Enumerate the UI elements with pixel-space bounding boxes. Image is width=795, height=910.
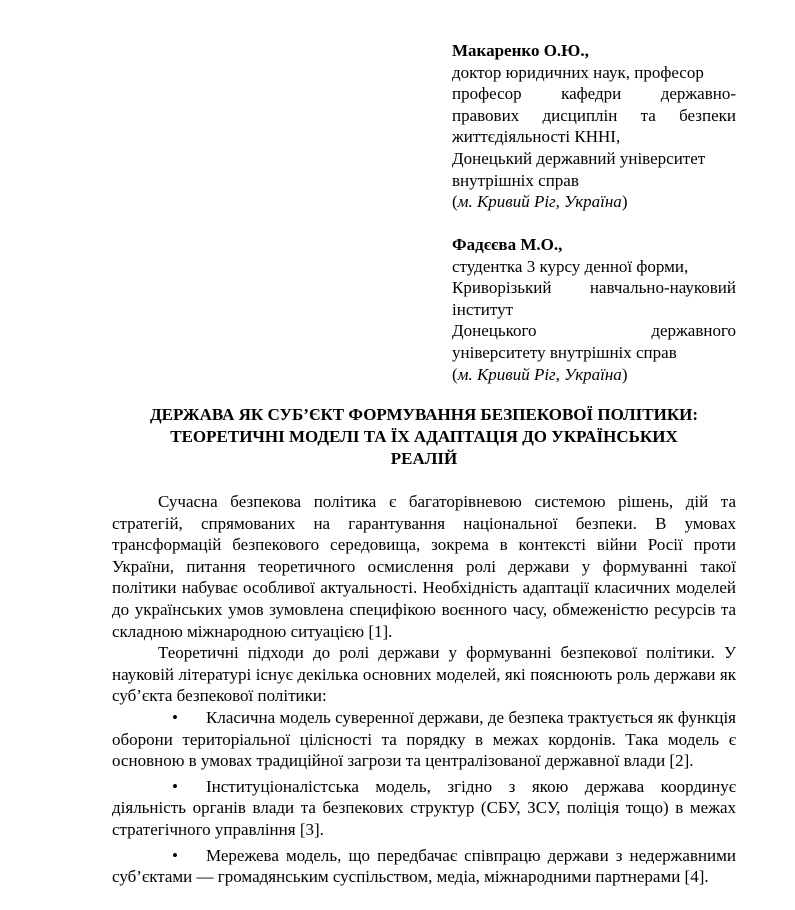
author-status: студентка 3 курсу денної форми, [452,256,689,276]
author-position-line: життєдіяльності КННІ, [452,127,621,147]
list-item: • Інституціоналістська модель, згідно з якою держава координує діяльність органів влади та безпекових структур (СБУ, ЗСУ, поліція тощо) в межах стратегічного управління [3]. [112,776,736,839]
paragraph-theory: Теоретичні підходи до ролі держави у формуванні безпекової політики. У науковій літературі існує декілька основних моделей, які пояснюють роль держави як суб’єкта безпекової політики: [112,643,736,706]
author-position-line: професор кафедри державно- [452,84,736,104]
author-degree: доктор юридичних наук, професор [452,62,704,82]
bullet-icon: • [172,776,178,796]
title-line: РЕАЛІЙ [390,449,458,468]
article-title [100,404,748,470]
author-university-line: Донецького державного [452,321,736,341]
author-city: (м. Кривий Ріг, Україна) [452,192,628,212]
author-name: Макаренко О.Ю., [452,41,589,60]
author-institute-line: інститут [452,299,514,319]
author-city: (м. Кривий Ріг, Україна) [452,364,628,384]
bullet-icon: • [172,845,178,865]
author-block-2 [452,234,736,385]
list-item: • Класична модель суверенної держави, де безпека трактується як функція оборони територіальної цілісності та порядку в межах кордонів. Така модель є основною в умовах традиційної загрози та централізованої державної влади [2]. [112,707,736,771]
bullet-icon: • [172,707,178,727]
title-line: ТЕОРЕТИЧНІ МОДЕЛІ ТА ЇХ АДАПТАЦІЯ ДО УКРАЇНСЬКИХ [170,427,678,446]
author-organization-line: внутрішніх справ [452,170,579,190]
paragraph-intro: Сучасна безпекова політика є багаторівневою системою рішень, дій та стратегій, спрямованих на гарантування національної безпеки. В умовах трансформацій безпекового середовища, зокрема в контексті війни Росії проти України, питання теоретичного осмислення ролі держави у формуванні такої політики набуває особливої актуальності. Необхідність адаптації класичних моделей до українських умов зумовлена специфікою воєнного часу, обмеженістю ресурсів та складною міжнародною ситуацією [1]. [112,492,736,641]
author-block-1 [452,40,736,213]
author-name: Фадєєва М.О., [452,235,563,254]
author-university-line: університету внутрішніх справ [452,342,677,362]
article-body [112,491,736,888]
title-line: ДЕРЖАВА ЯК СУБ’ЄКТ ФОРМУВАННЯ БЕЗПЕКОВОЇ ПОЛІТИКИ: [149,405,699,424]
author-institute-line: Криворізький навчально-науковий [452,278,736,298]
author-organization-line: Донецький державний університет [452,148,706,168]
author-position-line: правових дисциплін та безпеки [452,105,736,125]
list-item: • Мережева модель, що передбачає співпрацю держави з недержавними суб’єктами — громадянським суспільством, медіа, міжнародними партнерами [4]. [112,845,736,887]
